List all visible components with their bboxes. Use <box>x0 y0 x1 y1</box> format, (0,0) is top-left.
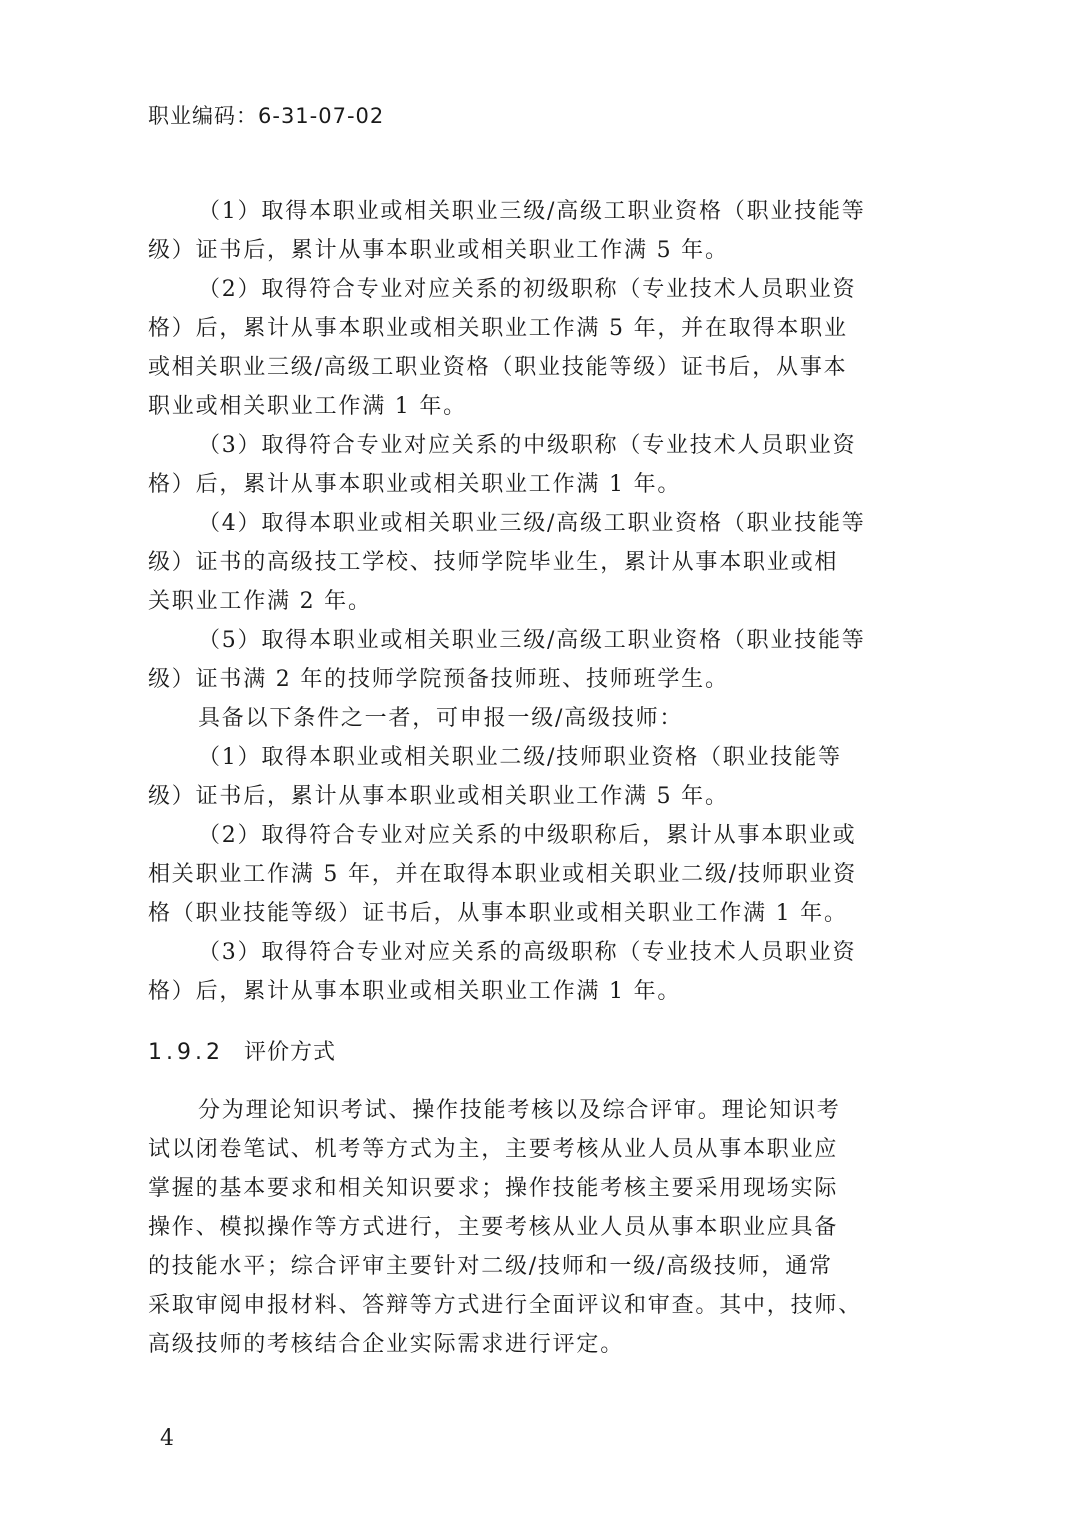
text-line: （5）取得本职业或相关职业三级/高级工职业资格（职业技能等 <box>198 628 866 653</box>
text-line: （3）取得符合专业对应关系的中级职称（专业技术人员职业资 <box>198 433 857 458</box>
text-line: 高级技师的考核结合企业实际需求进行评定。 <box>148 1332 625 1357</box>
text-line: 采取审阅申报材料、答辩等方式进行全面评议和审查。其中，技师、 <box>148 1293 863 1318</box>
text-line: （4）取得本职业或相关职业三级/高级工职业资格（职业技能等 <box>198 511 866 536</box>
text-line: （3）取得符合专业对应关系的高级职称（专业技术人员职业资 <box>198 940 857 965</box>
text-line: （1）取得本职业或相关职业三级/高级工职业资格（职业技能等 <box>198 199 866 224</box>
text-line: 掌握的基本要求和相关知识要求；操作技能考核主要采用现场实际 <box>148 1176 839 1201</box>
text-line: （1）取得本职业或相关职业二级/技师职业资格（职业技能等 <box>198 745 842 770</box>
text-line: 级）证书后，累计从事本职业或相关职业工作满 5 年。 <box>148 238 729 263</box>
section-heading <box>148 1035 336 1066</box>
page-number: 4 <box>160 1426 174 1451</box>
text-line: 格（职业技能等级）证书后，从事本职业或相关职业工作满 1 年。 <box>148 901 848 926</box>
text-line: 格）后，累计从事本职业或相关职业工作满 1 年。 <box>148 472 682 497</box>
text-line: 相关职业工作满 5 年，并在取得本职业或相关职业二级/技师职业资 <box>148 862 857 887</box>
text-line: 级）证书后，累计从事本职业或相关职业工作满 5 年。 <box>148 784 729 809</box>
text-line: （2）取得符合专业对应关系的初级职称（专业技术人员职业资 <box>198 277 857 302</box>
text-line: 职业或相关职业工作满 1 年。 <box>148 394 467 419</box>
section-title: 评价方式 <box>244 1040 337 1065</box>
evaluation-paragraph <box>148 1091 920 1364</box>
conditions-block <box>148 192 920 1011</box>
text-line: 格）后，累计从事本职业或相关职业工作满 1 年。 <box>148 979 682 1004</box>
text-line: 操作、模拟操作等方式进行，主要考核从业人员从事本职业应具备 <box>148 1215 839 1240</box>
text-line: 分为理论知识考试、操作技能考核以及综合评审。理论知识考 <box>198 1098 841 1123</box>
text-line: 级）证书满 2 年的技师学院预备技师班、技师班学生。 <box>148 667 729 692</box>
text-line: （2）取得符合专业对应关系的中级职称后，累计从事本职业或 <box>198 823 857 848</box>
text-line: 具备以下条件之一者，可申报一级/高级技师： <box>198 706 684 731</box>
text-line: 或相关职业三级/高级工职业资格（职业技能等级）证书后，从事本 <box>148 355 848 380</box>
text-line: 级）证书的高级技工学校、技师学院毕业生，累计从事本职业或相 <box>148 550 839 575</box>
text-line: 格）后，累计从事本职业或相关职业工作满 5 年，并在取得本职业 <box>148 316 848 341</box>
occupation-code: 职业编码：6-31-07-02 <box>148 104 385 128</box>
text-line: 的技能水平；综合评审主要针对二级/技师和一级/高级技师，通常 <box>148 1254 833 1279</box>
section-number: 1.9.2 <box>148 1040 224 1065</box>
text-line: 试以闭卷笔试、机考等方式为主，主要考核从业人员从事本职业应 <box>148 1137 839 1162</box>
text-line: 关职业工作满 2 年。 <box>148 589 372 614</box>
